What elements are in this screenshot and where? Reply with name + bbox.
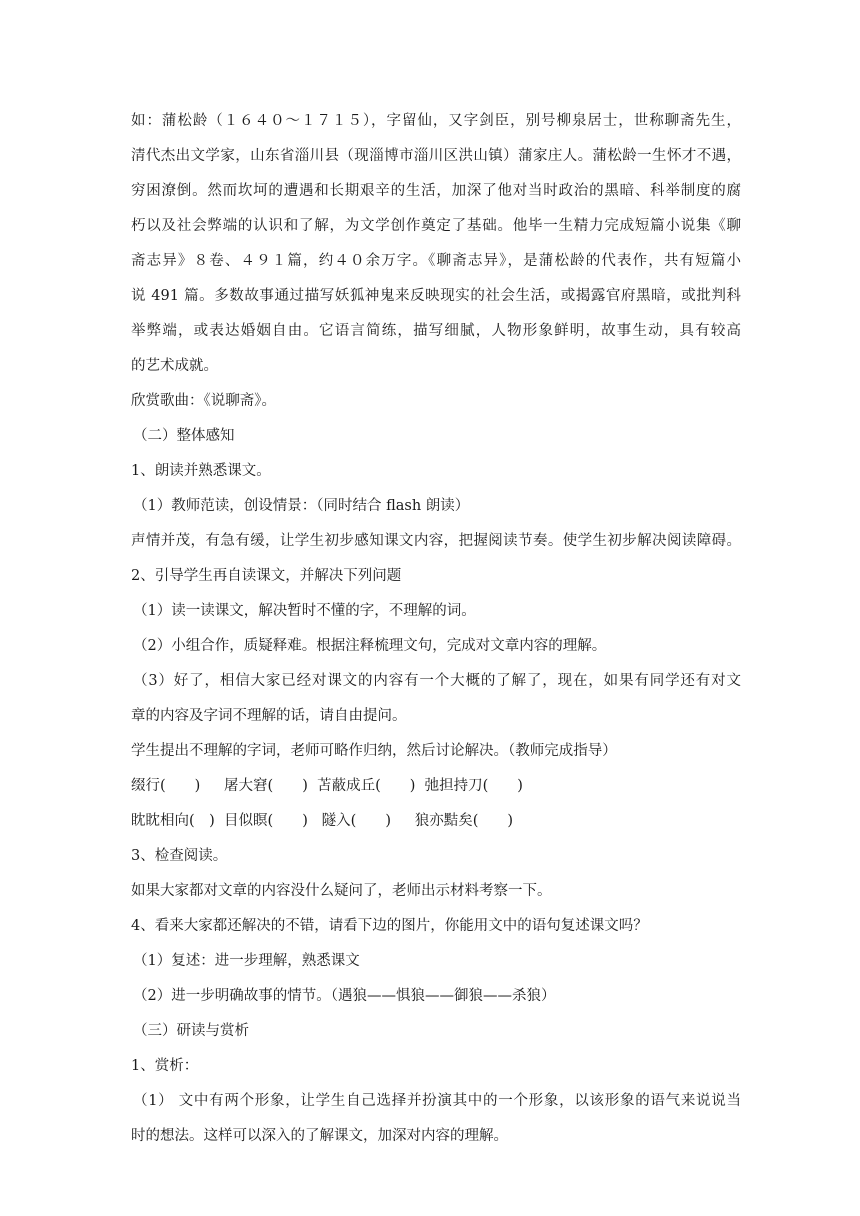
text-line: （1）复述：进一步理解，熟悉课文: [133, 953, 360, 969]
text-line: 穷困潦倒。然而坎坷的遭遇和长期艰辛的生活，加深了他对当时政治的黑暗、科举制度的腐: [131, 183, 741, 199]
text-line: （2）进一步明确故事的情节。（遇狼——惧狼——御狼——杀狼）: [133, 988, 556, 1004]
text-line: 欣赏歌曲：《说聊斋》。: [131, 393, 276, 409]
text-line: 的艺术成就。: [131, 358, 218, 374]
section-heading: （三）研读与赏析: [133, 1023, 249, 1039]
text-line: 3、检查阅读。: [131, 848, 228, 864]
text-line: 清代杰出文学家，山东省淄川县（现淄博市淄川区洪山镇）蒲家庄人。蒲松龄一生怀才不遇，: [131, 148, 741, 164]
text-line: 斋志异》８卷、４９１篇，约４０余万字。《聊斋志异》，是蒲松龄的代表作，共有短篇小: [131, 253, 741, 269]
text-line: （3）好了，相信大家已经对课文的内容有一个大概的了解了，现在，如果有同学还有对文: [133, 673, 741, 689]
document-page: [131, 104, 741, 1154]
text-line: （1）读一读课文，解决暂时不懂的字，不理解的词。: [133, 603, 476, 619]
text-line: 举弊端，或表达婚姻自由。它语言简练，描写细腻，人物形象鲜明，故事生动，具有较高: [131, 323, 741, 339]
text-line: 章的内容及字词不理解的话，请自由提问。: [131, 708, 407, 724]
text-line: 声情并茂，有急有缓，让学生初步感知课文内容，把握阅读节奏。使学生初步解决阅读障碍。: [131, 533, 741, 549]
text-line: （1） 文中有两个形象，让学生自己选择并扮演其中的一个形象，以该形象的语气来说说当: [133, 1093, 741, 1109]
text-line: （1）教师范读，创设情景：（同时结合 flash 朗读）: [133, 498, 470, 514]
text-line: 1、朗读并熟悉课文。: [131, 463, 271, 479]
text-line: 朽以及社会弊端的认识和了解，为文学创作奠定了基础。他毕一生精力完成短篇小说集《聊: [131, 218, 741, 234]
text-line: 说 491 篇。多数故事通过描写妖狐神鬼来反映现实的社会生活，或揭露官府黑暗，或批判科: [131, 288, 741, 304]
text-line: 如：蒲松龄（１６４０～１７１５），字留仙，又字剑臣，别号柳泉居士，世称聊斋先生，: [131, 113, 741, 129]
text-line: 学生提出不理解的字词，老师可略作归纳，然后讨论解决。（教师完成指导）: [131, 743, 617, 759]
text-line: 2、引导学生再自读课文，并解决下列问题: [131, 568, 402, 584]
text-line: 时的想法。这样可以深入的了解课文，加深对内容的理解。: [131, 1128, 508, 1144]
vocab-line: 缀行( ) 屠大窘( ) 苫蔽成丘( ) 弛担持刀( ): [131, 778, 523, 794]
text-line: （2）小组合作，质疑释难。根据注释梳理文句，完成对文章内容的理解。: [133, 638, 607, 654]
text-line: 4、看来大家都还解决的不错，请看下边的图片，你能用文中的语句复述课文吗？: [131, 918, 648, 934]
text-line: 1、赏析：: [131, 1058, 199, 1074]
text-line: 如果大家都对文章的内容没什么疑问了，老师出示材料考察一下。: [131, 883, 552, 899]
section-heading: （二）整体感知: [133, 428, 235, 444]
vocab-line: 眈眈相向( ) 目似瞑( ) 隧入( ) 狼亦黠矣( ): [131, 813, 514, 829]
